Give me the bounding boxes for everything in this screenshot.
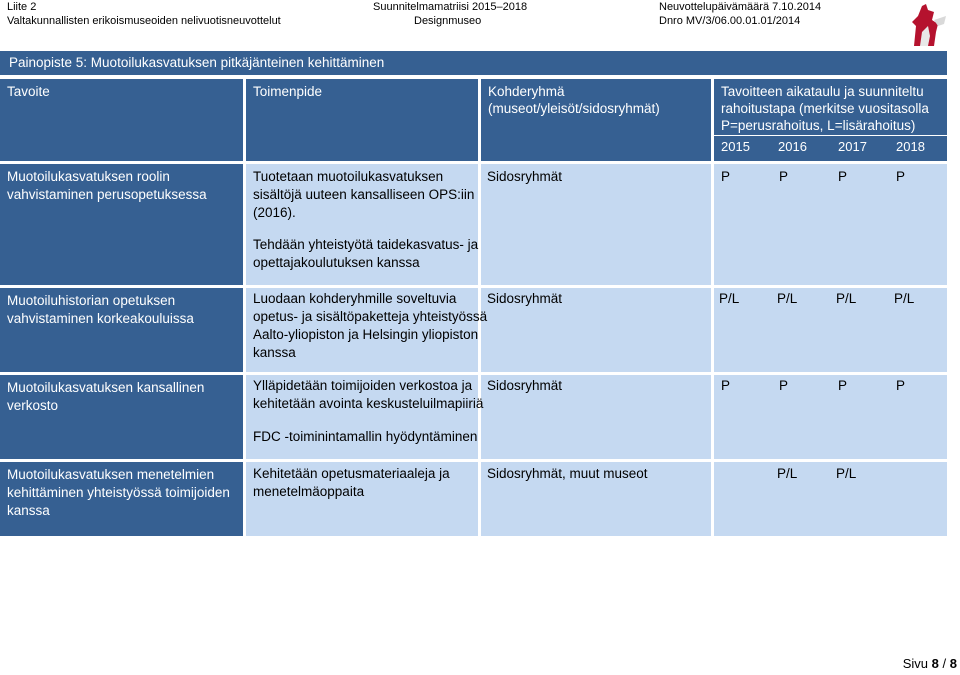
design-museum-logo-icon xyxy=(894,2,954,46)
row-goal-line: Muotoilukasvatuksen kansallinen xyxy=(7,380,205,395)
schedule-mark: P/L xyxy=(777,466,798,481)
schedule-mark: P xyxy=(896,378,906,393)
header-right xyxy=(659,0,821,28)
row-goal-line: kanssa xyxy=(7,503,50,518)
row-target-text: Sidosryhmät xyxy=(487,169,563,184)
year-divider xyxy=(714,135,947,136)
year-2017: 2017 xyxy=(838,139,867,154)
schedule-mark: P/L xyxy=(719,291,740,306)
page-footer xyxy=(903,656,957,671)
page-header xyxy=(0,0,960,44)
row-goal-line: verkosto xyxy=(7,398,59,413)
schedule-mark: P xyxy=(779,169,789,184)
column-header-schedule-line3: P=perusrahoitus, L=lisärahoitus) xyxy=(721,118,916,133)
row-goal-2 xyxy=(0,288,243,372)
row-schedule-cell-3 xyxy=(714,375,947,459)
section-title: Painopiste 5: Muotoilukasvatuksen pitkäjänteinen kehittäminen xyxy=(0,51,947,75)
column-header-action xyxy=(246,79,478,161)
header-left xyxy=(7,0,281,28)
row-goal-line: Muotoilukasvatuksen roolin xyxy=(7,169,170,184)
row-goal-line: kehittäminen yhteistyössä toimijoiden xyxy=(7,485,230,500)
column-header-goal xyxy=(0,79,243,161)
schedule-mark: P xyxy=(721,378,731,393)
schedule-mark: P xyxy=(721,169,731,184)
schedule-mark: P/L xyxy=(836,466,857,481)
schedule-mark: P/L xyxy=(777,291,798,306)
row-target-text: Sidosryhmät xyxy=(487,378,563,393)
row-action-text: Tehdään yhteistyötä taidekasvatus- ja opettajakoulutuksen kanssa xyxy=(253,237,479,270)
row-goal-line: vahvistaminen perusopetuksessa xyxy=(7,187,207,202)
column-header-schedule-line1: Tavoitteen aikataulu ja suunniteltu xyxy=(721,84,924,99)
appendix-label: Liite 2 xyxy=(7,1,37,13)
year-2015: 2015 xyxy=(721,139,750,154)
row-schedule-cell-1 xyxy=(714,164,947,285)
row-action-text: Kehitetään opetusmateriaaleja ja menetelmäoppaita xyxy=(253,466,450,499)
meeting-date: Neuvottelupäivämäärä 7.10.2014 xyxy=(659,1,822,13)
row-action-text: FDC -toiminintamallin hyödyntäminen xyxy=(253,429,478,444)
year-2018: 2018 xyxy=(896,139,925,154)
year-header-row xyxy=(718,139,947,157)
column-header-schedule-line2: rahoitustapa (merkitse vuositasolla xyxy=(721,101,929,116)
document-subtitle: Designmuseo xyxy=(414,15,482,27)
row-action-text: Ylläpidetään toimijoiden verkostoa ja kehitetään avointa keskusteluilmapiiriä xyxy=(253,378,484,411)
row-goal-4 xyxy=(0,462,243,536)
column-header-target-sub: (museot/yleisöt/sidosryhmät) xyxy=(488,101,660,116)
row-action-text: Tuotetaan muotoilukasvatuksen sisältöjä uuteen kansalliseen OPS:iin (2016). xyxy=(253,169,475,220)
page-total: 8 xyxy=(949,656,957,671)
row-goal-1 xyxy=(0,164,243,285)
row-goal-line: vahvistaminen korkeakouluissa xyxy=(7,311,194,326)
column-header-action-label: Toimenpide xyxy=(253,84,323,99)
page-separator: / xyxy=(942,656,947,671)
document-title: Suunnitelmamatriisi 2015–2018 xyxy=(373,1,528,13)
page-number: 8 xyxy=(931,656,939,671)
page-label: Sivu xyxy=(902,656,929,671)
column-header-goal-label: Tavoite xyxy=(7,84,50,99)
schedule-mark: P xyxy=(838,378,848,393)
organization-name: Valtakunnallisten erikoismuseoiden nelivuotisneuvottelut xyxy=(7,15,281,27)
row-schedule-cell-4 xyxy=(714,462,947,536)
row-target-text: Sidosryhmät xyxy=(487,291,563,306)
schedule-mark: P xyxy=(896,169,906,184)
row-action-text: Luodaan kohderyhmille soveltuvia opetus- ja sisältöpaketteja yhteistyössä Aalto-yliopiston ja Helsingin yliopiston kanssa xyxy=(253,291,488,360)
header-center xyxy=(373,0,527,28)
schedule-mark: P xyxy=(779,378,789,393)
schedule-mark: P/L xyxy=(836,291,857,306)
row-target-text: Sidosryhmät, muut museot xyxy=(487,466,648,481)
row-goal-3 xyxy=(0,375,243,459)
row-goal-line: Muotoiluhistorian opetuksen xyxy=(7,293,176,308)
column-header-target-label: Kohderyhmä xyxy=(488,84,565,99)
schedule-mark: P/L xyxy=(894,291,915,306)
year-2016: 2016 xyxy=(778,139,807,154)
row-goal-line: Muotoilukasvatuksen menetelmien xyxy=(7,467,215,482)
schedule-mark: P xyxy=(838,169,848,184)
reference-number: Dnro MV/3/06.00.01.01/2014 xyxy=(659,15,801,27)
column-header-target xyxy=(481,79,711,161)
